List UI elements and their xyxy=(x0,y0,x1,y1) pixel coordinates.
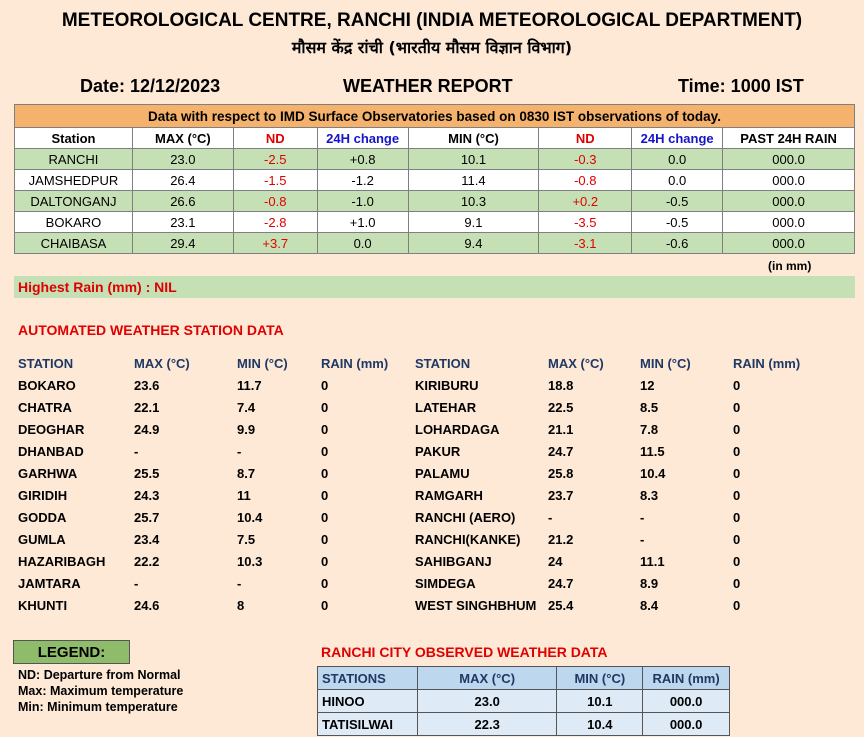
station-name: CHAIBASA xyxy=(15,233,133,254)
station-name: DALTONGANJ xyxy=(15,191,133,212)
report-heading: WEATHER REPORT xyxy=(343,76,513,96)
aws-station-name: RANCHI (AERO) xyxy=(415,510,516,525)
aws-station-name: LATEHAR xyxy=(415,400,477,415)
min-change-value: -0.6 xyxy=(632,233,723,254)
aws-rain-value: 0 xyxy=(321,598,329,613)
aws-max-value: 21.1 xyxy=(548,422,574,437)
col-rain: PAST 24H RAIN xyxy=(723,128,855,149)
table-row xyxy=(15,212,855,233)
col-max: MAX (°C) xyxy=(132,128,233,149)
city-col-min: MIN (°C) xyxy=(557,667,643,690)
max-value: 26.4 xyxy=(132,170,233,191)
aws-left-col-rain: RAIN (mm) xyxy=(321,356,389,371)
rain-unit-note: (in mm) xyxy=(768,259,812,273)
aws-max-value: 24 xyxy=(548,554,563,569)
min-value: 9.4 xyxy=(408,233,539,254)
max-change-value: +0.8 xyxy=(317,149,408,170)
aws-station-name: KIRIBURU xyxy=(415,378,479,393)
aws-rain-value: 0 xyxy=(733,510,741,525)
aws-station-name: SIMDEGA xyxy=(415,576,476,591)
aws-rain-value: 0 xyxy=(321,554,329,569)
min-nd-value: -3.5 xyxy=(539,212,632,233)
table-row xyxy=(15,191,855,212)
min-value: 10.1 xyxy=(408,149,539,170)
city-col-rain: RAIN (mm) xyxy=(643,667,730,690)
legend-max: Max: Maximum temperature xyxy=(18,684,184,698)
min-value: 10.3 xyxy=(408,191,539,212)
aws-left-col-max: MAX (°C) xyxy=(134,356,190,371)
aws-min-value: 11.7 xyxy=(237,378,262,393)
aws-max-value: 18.8 xyxy=(548,378,574,393)
legend-min: Min: Minimum temperature xyxy=(18,700,178,714)
aws-max-value: 25.7 xyxy=(134,510,160,525)
rain-value: 000.0 xyxy=(723,149,855,170)
highest-rain-bar: Highest Rain (mm) : NIL xyxy=(14,276,855,298)
min-change-value: 0.0 xyxy=(632,170,723,191)
min-change-value: -0.5 xyxy=(632,212,723,233)
aws-min-value: 9.9 xyxy=(237,422,256,437)
aws-min-value: - xyxy=(640,510,645,525)
aws-max-value: 24.9 xyxy=(134,422,160,437)
max-value: 29.4 xyxy=(132,233,233,254)
min-nd-value: -0.8 xyxy=(539,170,632,191)
aws-station-name: JAMTARA xyxy=(18,576,81,591)
aws-max-value: - xyxy=(548,510,553,525)
aws-rain-value: 0 xyxy=(733,576,741,591)
aws-rain-value: 0 xyxy=(321,400,329,415)
aws-min-value: 11 xyxy=(237,488,251,503)
aws-station-name: RAMGARH xyxy=(415,488,483,503)
surface-table-banner: Data with respect to IMD Surface Observatories based on 0830 IST observations of today. xyxy=(15,105,855,128)
max-value: 26.6 xyxy=(132,191,233,212)
table-row xyxy=(15,170,855,191)
aws-right-col-min: MIN (°C) xyxy=(640,356,691,371)
city-max-value: 22.3 xyxy=(417,713,557,736)
col-min-change: 24H change xyxy=(632,128,723,149)
aws-station-name: GODDA xyxy=(18,510,67,525)
aws-station-name: DEOGHAR xyxy=(18,422,85,437)
max-change-value: -1.2 xyxy=(317,170,408,191)
col-max-change: 24H change xyxy=(317,128,408,149)
aws-max-value: 23.7 xyxy=(548,488,574,503)
aws-max-value: 24.7 xyxy=(548,576,574,591)
aws-station-name: RANCHI(KANKE) xyxy=(415,532,521,547)
rain-value: 000.0 xyxy=(723,191,855,212)
min-nd-value: +0.2 xyxy=(539,191,632,212)
aws-station-name: HAZARIBAGH xyxy=(18,554,106,569)
aws-max-value: 23.4 xyxy=(134,532,160,547)
min-change-value: 0.0 xyxy=(632,149,723,170)
aws-rain-value: 0 xyxy=(321,422,329,437)
aws-station-name: GARHWA xyxy=(18,466,78,481)
aws-station-name: PALAMU xyxy=(415,466,470,481)
aws-min-value: - xyxy=(237,444,242,459)
aws-rain-value: 0 xyxy=(733,598,741,613)
rain-value: 000.0 xyxy=(723,233,855,254)
min-value: 11.4 xyxy=(408,170,539,191)
aws-min-value: 7.4 xyxy=(237,400,256,415)
aws-rain-value: 0 xyxy=(733,400,741,415)
city-col-stations: STATIONS xyxy=(318,667,418,690)
aws-min-value: 8.9 xyxy=(640,576,659,591)
city-max-value: 23.0 xyxy=(417,690,557,713)
aws-rain-value: 0 xyxy=(321,466,329,481)
aws-left-col-min: MIN (°C) xyxy=(237,356,288,371)
aws-station-name: KHUNTI xyxy=(18,598,68,613)
aws-max-value: 25.8 xyxy=(548,466,574,481)
report-time: Time: 1000 IST xyxy=(678,76,804,96)
aws-max-value: - xyxy=(134,576,139,591)
aws-rain-value: 0 xyxy=(321,488,329,503)
aws-min-value: 12 xyxy=(640,378,655,393)
city-col-max: MAX (°C) xyxy=(417,667,557,690)
aws-min-value: 11.5 xyxy=(640,444,665,459)
aws-min-value: 11.1 xyxy=(640,554,665,569)
table-row xyxy=(15,233,855,254)
aws-station-name: GUMLA xyxy=(18,532,66,547)
legend-nd: ND: Departure from Normal xyxy=(18,668,181,682)
min-nd-value: -0.3 xyxy=(539,149,632,170)
city-min-value: 10.1 xyxy=(557,690,643,713)
aws-min-value: 8 xyxy=(237,598,245,613)
aws-min-value: 10.4 xyxy=(237,510,263,525)
aws-rain-value: 0 xyxy=(733,554,741,569)
city-min-value: 10.4 xyxy=(557,713,643,736)
aws-right-col-rain: RAIN (mm) xyxy=(733,356,801,371)
max-nd-value: -2.8 xyxy=(233,212,317,233)
max-value: 23.1 xyxy=(132,212,233,233)
aws-rain-value: 0 xyxy=(321,444,329,459)
aws-min-value: - xyxy=(237,576,242,591)
city-weather-table xyxy=(317,666,730,736)
aws-station-name: CHATRA xyxy=(18,400,72,415)
aws-min-value: 8.7 xyxy=(237,466,256,481)
max-nd-value: -1.5 xyxy=(233,170,317,191)
aws-rain-value: 0 xyxy=(321,510,329,525)
aws-max-value: 24.3 xyxy=(134,488,160,503)
aws-max-value: 25.5 xyxy=(134,466,160,481)
max-nd-value: -2.5 xyxy=(233,149,317,170)
aws-station-name: LOHARDAGA xyxy=(415,422,500,437)
aws-min-value: 8.4 xyxy=(640,598,659,613)
aws-rain-value: 0 xyxy=(321,576,329,591)
rain-value: 000.0 xyxy=(723,170,855,191)
city-rain-value: 000.0 xyxy=(643,690,730,713)
aws-max-value: 22.1 xyxy=(134,400,160,415)
max-change-value: 0.0 xyxy=(317,233,408,254)
aws-min-value: 7.5 xyxy=(237,532,256,547)
aws-rain-value: 0 xyxy=(733,378,741,393)
city-rain-value: 000.0 xyxy=(643,713,730,736)
min-value: 9.1 xyxy=(408,212,539,233)
max-change-value: -1.0 xyxy=(317,191,408,212)
aws-max-value: 22.5 xyxy=(548,400,574,415)
table-row xyxy=(15,149,855,170)
station-name: JAMSHEDPUR xyxy=(15,170,133,191)
table-row xyxy=(318,713,730,736)
report-subtitle-hindi: मौसम केंद्र रांची (भारतीय मौसम विज्ञान विभाग) xyxy=(291,38,573,57)
aws-rain-value: 0 xyxy=(733,466,741,481)
table-row xyxy=(318,690,730,713)
aws-max-value: 23.6 xyxy=(134,378,160,393)
min-change-value: -0.5 xyxy=(632,191,723,212)
city-section-title: RANCHI CITY OBSERVED WEATHER DATA xyxy=(321,644,608,660)
aws-station-name: GIRIDIH xyxy=(18,488,68,503)
aws-left-col-station: STATION xyxy=(18,356,74,371)
aws-min-value: 10.4 xyxy=(640,466,666,481)
aws-min-value: 8.5 xyxy=(640,400,659,415)
aws-min-value: - xyxy=(640,532,645,547)
aws-station-name: SAHIBGANJ xyxy=(415,554,492,569)
aws-max-value: 22.2 xyxy=(134,554,160,569)
aws-rain-value: 0 xyxy=(733,422,741,437)
aws-max-value: - xyxy=(134,444,139,459)
col-station: Station xyxy=(15,128,133,149)
aws-max-value: 24.7 xyxy=(548,444,574,459)
surface-observatory-table xyxy=(14,104,855,254)
min-nd-value: -3.1 xyxy=(539,233,632,254)
aws-station-name: BOKARO xyxy=(18,378,76,393)
aws-rain-value: 0 xyxy=(733,444,741,459)
aws-right-col-max: MAX (°C) xyxy=(548,356,604,371)
max-nd-value: +3.7 xyxy=(233,233,317,254)
legend-title: LEGEND: xyxy=(13,640,130,664)
aws-station-name: DHANBAD xyxy=(18,444,84,459)
max-change-value: +1.0 xyxy=(317,212,408,233)
aws-rain-value: 0 xyxy=(733,488,741,503)
city-station-name: TATISILWAI xyxy=(318,713,418,736)
aws-min-value: 8.3 xyxy=(640,488,659,503)
aws-min-value: 7.8 xyxy=(640,422,659,437)
aws-rain-value: 0 xyxy=(321,532,329,547)
aws-station-name: PAKUR xyxy=(415,444,461,459)
aws-max-value: 21.2 xyxy=(548,532,574,547)
station-name: BOKARO xyxy=(15,212,133,233)
report-title: METEOROLOGICAL CENTRE, RANCHI (INDIA METEOROLOGICAL DEPARTMENT) xyxy=(61,10,803,31)
aws-max-value: 25.4 xyxy=(548,598,574,613)
aws-station-name: WEST SINGHBHUM xyxy=(415,598,537,613)
aws-max-value: 24.6 xyxy=(134,598,160,613)
rain-value: 000.0 xyxy=(723,212,855,233)
station-name: RANCHI xyxy=(15,149,133,170)
max-value: 23.0 xyxy=(132,149,233,170)
aws-right-col-station: STATION xyxy=(415,356,471,371)
col-min: MIN (°C) xyxy=(408,128,539,149)
col-min-nd: ND xyxy=(539,128,632,149)
aws-section-title: AUTOMATED WEATHER STATION DATA xyxy=(18,322,284,338)
report-date: Date: 12/12/2023 xyxy=(80,76,221,96)
aws-min-value: 10.3 xyxy=(237,554,263,569)
col-max-nd: ND xyxy=(233,128,317,149)
max-nd-value: -0.8 xyxy=(233,191,317,212)
aws-rain-value: 0 xyxy=(733,532,741,547)
aws-rain-value: 0 xyxy=(321,378,329,393)
city-station-name: HINOO xyxy=(318,690,418,713)
